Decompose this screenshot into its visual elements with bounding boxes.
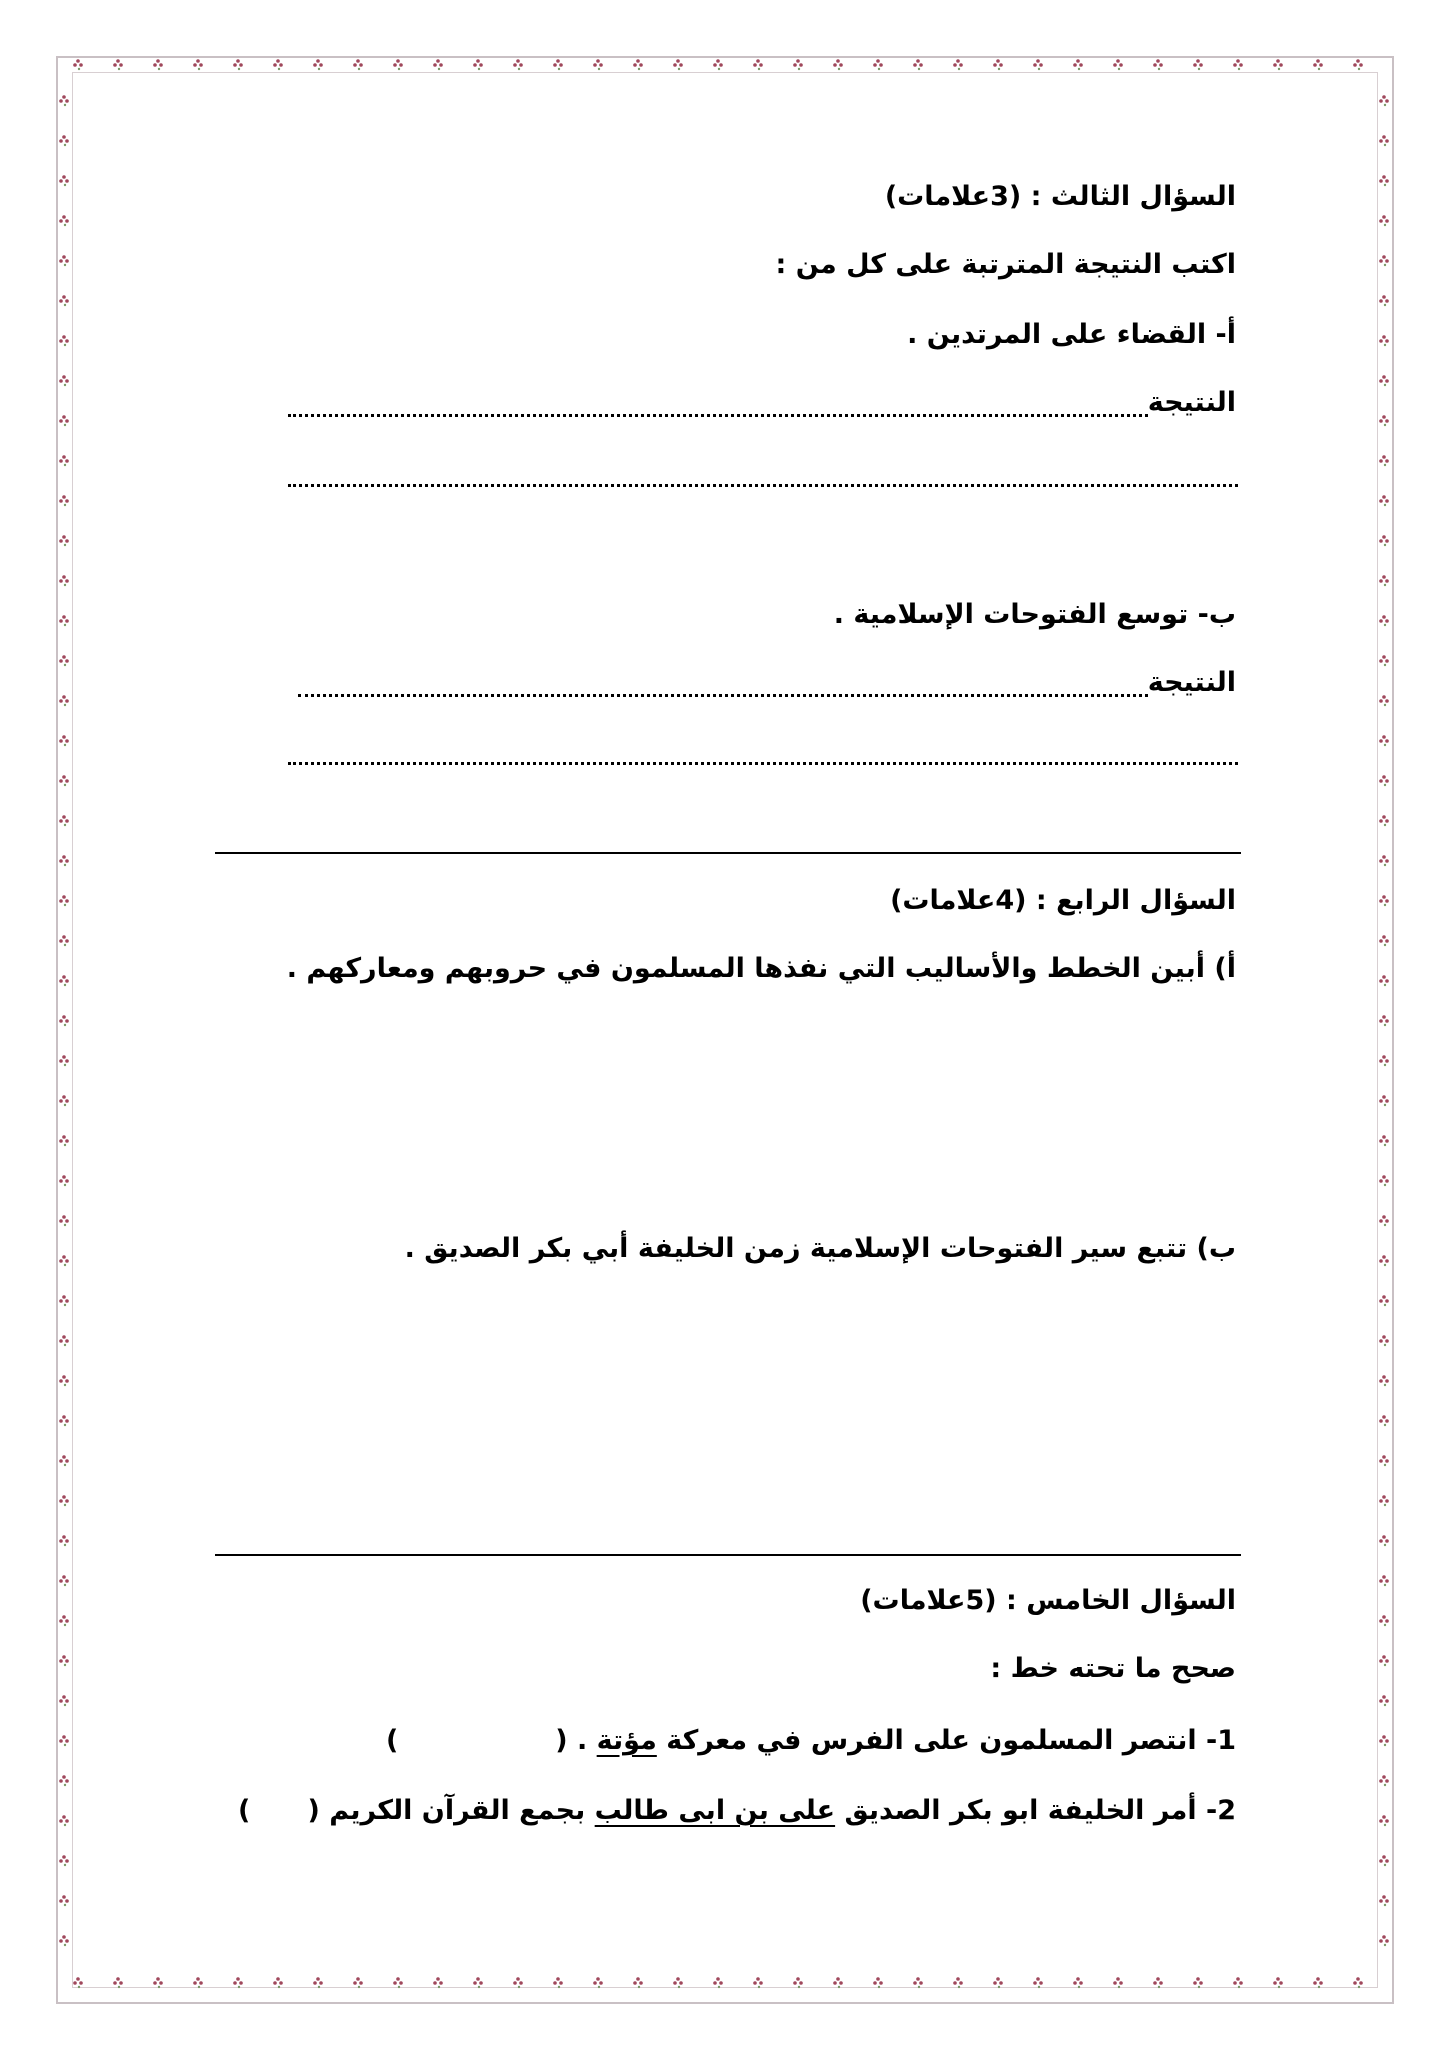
section-divider-2 [215,1554,1241,1556]
q4-item-b: ب) تتبع سير الفتوحات الإسلامية زمن الخليفة أبي بكر الصديق . [404,1233,1236,1264]
q3-item-b-answer-line-1[interactable] [298,694,1148,697]
q5-item-2-prefix: 2- أمر الخليفة ابو بكر الصديق [835,1795,1236,1826]
q3-item-b-answer-line-2[interactable] [288,762,1238,765]
q5-instruction: صحح ما تحته خط : [990,1653,1236,1684]
page-border-inner [72,72,1378,1988]
q5-item-2 [307,1794,1236,1828]
q4-item-a: أ) أبين الخطط والأساليب التي نفذها المسلمون في حروبهم ومعاركهم . [286,953,1236,984]
q5-item-1-underlined: مؤتة [596,1725,657,1756]
q3-item-a-answer-line-2[interactable] [288,484,1238,487]
q3-item-b: ب- توسع الفتوحات الإسلامية . [833,599,1236,630]
q5-item-1 [555,1724,1236,1758]
q4-title: السؤال الرابع : (4علامات) [890,885,1236,916]
section-divider-1 [215,852,1241,854]
q5-item-2-underlined: على بن ابى طالب [594,1795,836,1826]
q3-item-a-result-label: النتيجة [1147,387,1236,418]
q5-item-1-suffix: . ( [555,1725,597,1756]
q3-item-a-answer-line-1[interactable] [288,414,1148,417]
q5-item-1-answer-close: ) [386,1725,399,1756]
q3-item-b-result-label: النتيجة [1147,667,1236,698]
q5-title: السؤال الخامس : (5علامات) [860,1585,1236,1616]
q5-item-1-prefix: 1- انتصر المسلمون على الفرس في معركة [656,1725,1236,1756]
q3-title: السؤال الثالث : (3علامات) [884,181,1236,212]
q3-instruction: اكتب النتيجة المترتبة على كل من : [775,249,1236,280]
q3-item-a: أ- القضاء على المرتدين . [907,319,1236,350]
q5-item-2-suffix: بجمع القرآن الكريم ( [307,1795,595,1826]
q5-item-2-answer-close: ) [238,1795,251,1826]
